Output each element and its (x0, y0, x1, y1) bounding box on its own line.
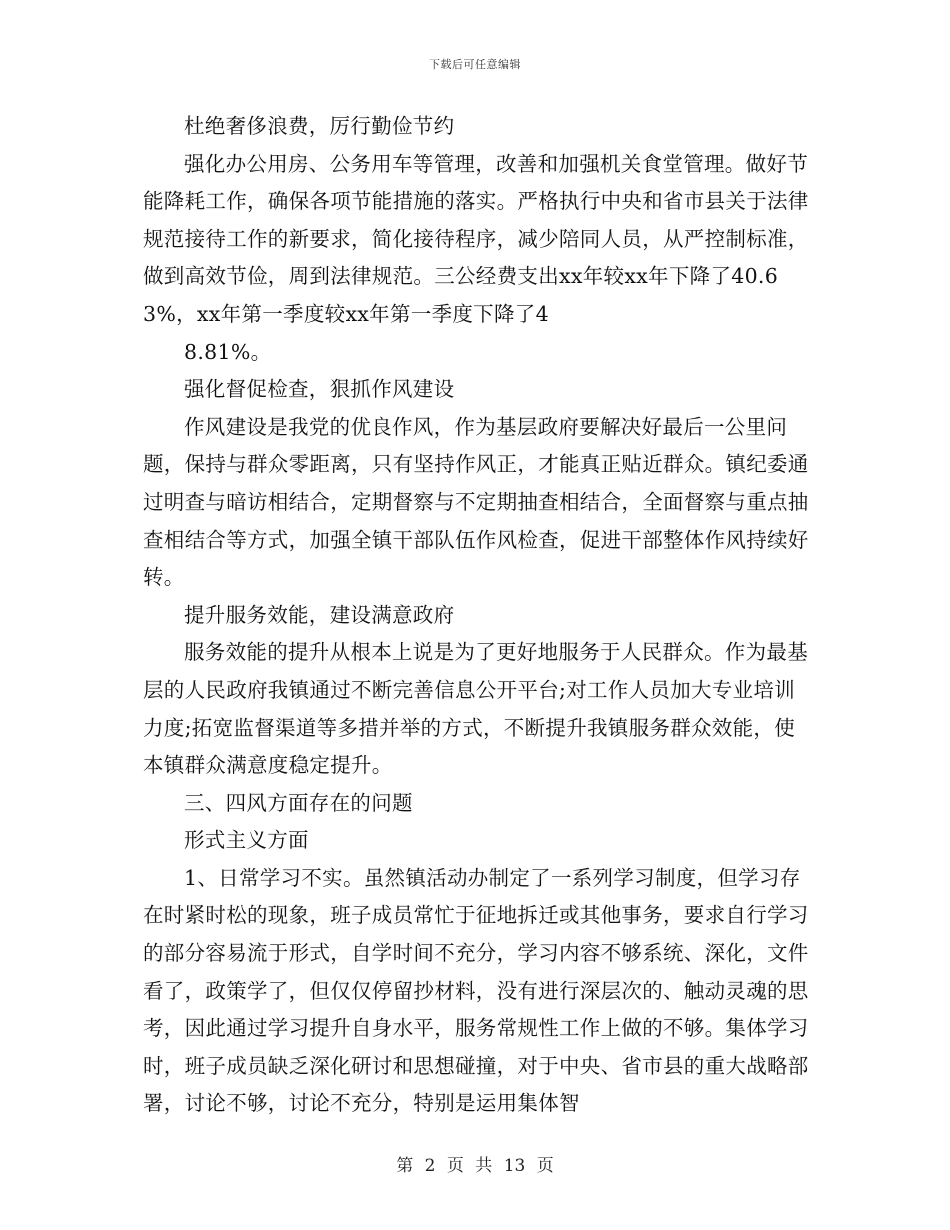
body-paragraph-continuation: 8.81%。 (184, 339, 272, 364)
body-paragraph: 1、日常学习不实。虽然镇活动办制定了一系列学习制度，但学习存在时紧时松的现象，班子成员常忙于征地拆迁或其他事务，要求自行学习的部分容易流于形式，自学时间不充分，学习内容不够系统、深化，文件看了，政策学了，但仅仅停留抄材料，没有进行深层次的、触动灵魂的思考，因此通过学习提升自身水平，服务常规性工作上做的不够。集体学习时，班子成员缺乏深化研讨和思想碰撞，对于中央、省市县的重大战略部署，讨论不够，讨论不充分，特别是运用集体智 (143, 865, 809, 1116)
document-body (143, 108, 811, 1123)
chapter-heading: 三、四风方面存在的问题 (184, 790, 413, 815)
section-heading: 强化督促检查，狠抓作风建设 (184, 377, 455, 402)
section-heading: 杜绝奢侈浪费，厉行勤俭节约 (184, 114, 455, 138)
section-heading: 提升服务效能，建设满意政府 (184, 602, 455, 627)
body-paragraph: 作风建设是我党的优良作风，作为基层政府要解决好最后一公里问题，保持与群众零距离，只有坚持作风正，才能真正贴近群众。镇纪委通过明查与暗访相结合，定期督察与不定期抽查相结合，全面督察与重点抽查相结合等方式，加强全镇干部队伍作风检查，促进干部整体作风持续好转。 (143, 414, 809, 590)
page-number: 第 2 页 共 13 页 (396, 1156, 554, 1176)
body-paragraph: 服务效能的提升从根本上说是为了更好地服务于人民群众。作为最基层的人民政府我镇通过不断完善信息公开平台;对工作人员加大专业培训力度;拓宽监督渠道等多措并举的方式，不断提升我镇服务群众效能，使本镇群众满意度稳定提升。 (143, 640, 808, 778)
body-paragraph: 强化办公用房、公务用车等管理，改善和加强机关食堂管理。做好节能降耗工作，确保各项节能措施的落实。严格执行中央和省市县关于法律规范接待工作的新要求，简化接待程序，减少陪同人员，从严控制标准，做到高效节俭，周到法律规范。三公经费支出xx年较xx年下降了40.63%，xx年第一季度较xx年第一季度下降了4 (143, 151, 809, 326)
page-header-note: 下载后可任意编辑 (429, 58, 521, 71)
section-heading: 形式主义方面 (184, 828, 309, 853)
